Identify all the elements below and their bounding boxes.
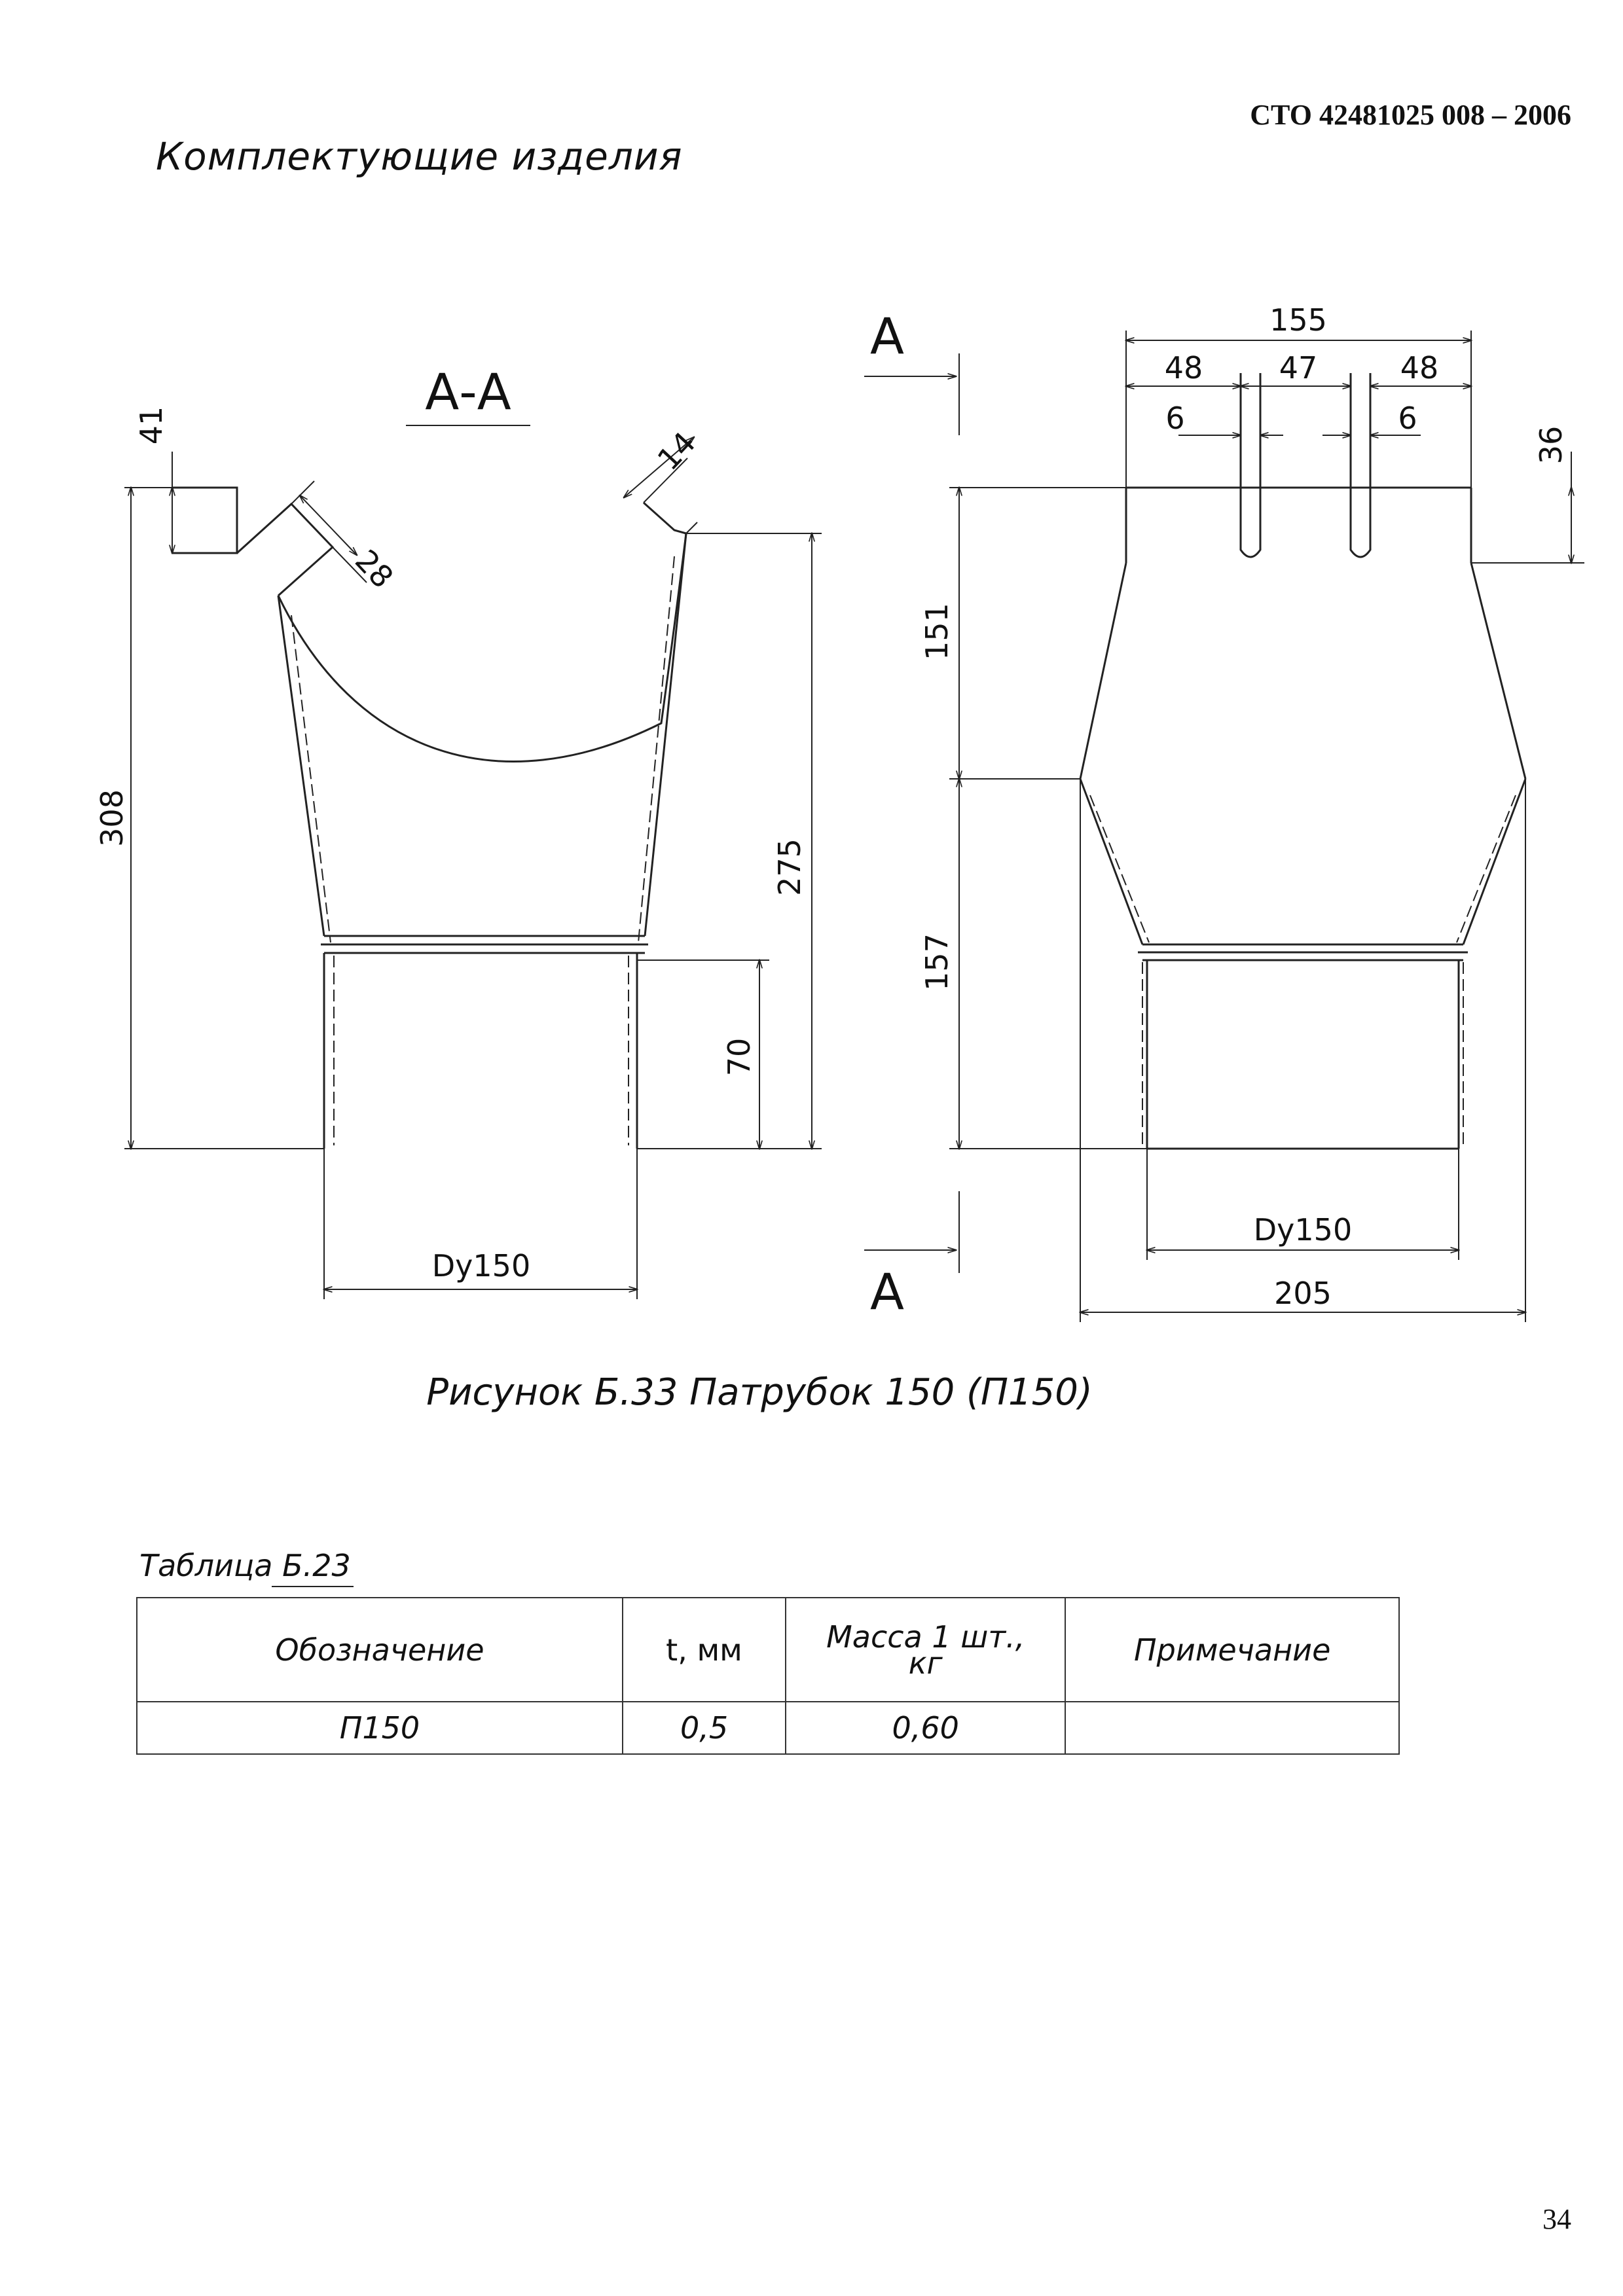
header-note: Примечание [1065,1598,1399,1702]
dim-48-left: 48 [1164,350,1203,386]
header-designation: Обозначение [137,1598,623,1702]
cell-designation: П150 [137,1702,623,1754]
table-title-underline [272,1586,354,1587]
document-code: СТО 42481025 008 – 2006 [1250,99,1571,131]
view-marker-top: А [870,307,904,365]
spec-table [136,1597,1400,1755]
dim-28: 28 [348,543,401,595]
section-label: А-А [425,363,511,421]
dim-6-left: 6 [1165,401,1185,436]
dim-41: 41 [134,406,169,445]
figure-caption: Рисунок Б.33 Патрубок 150 (П150) [426,1371,1093,1414]
section-view-labels [94,363,807,1283]
table-header-row [137,1598,1399,1702]
dim-205: 205 [1274,1276,1332,1311]
front-view [1080,373,1525,1149]
header-mass [786,1598,1065,1702]
table-title: Таблица Б.23 [139,1548,351,1583]
cell-note [1065,1702,1399,1754]
header-mass-line2: кг [908,1645,943,1681]
right-lip [644,503,686,533]
dim-dy150-left: Dy150 [431,1248,531,1283]
slot-right [1351,373,1370,557]
section-view-dimensions [124,425,822,1299]
dim-48-right: 48 [1400,350,1439,386]
dim-36: 36 [1533,425,1569,465]
section-view [172,488,686,1149]
header-thickness: t, мм [623,1598,786,1702]
view-marker-bottom: А [870,1263,904,1321]
table-row [137,1702,1399,1754]
cell-mass: 0,60 [786,1702,1065,1754]
left-wall [278,596,324,936]
slot-left [1241,373,1260,557]
dim-47: 47 [1279,350,1318,386]
dim-14: 14 [650,425,703,477]
dim-151: 151 [919,603,955,660]
saddle-curve [278,533,686,762]
dim-dy150-right: Dy150 [1253,1212,1353,1247]
dim-6-right: 6 [1398,401,1417,436]
dim-157: 157 [919,933,955,991]
left-lip [237,504,333,596]
front-view-labels [870,302,1569,1321]
dim-70: 70 [721,1037,757,1077]
section-title: Комплектующие изделия [156,134,683,179]
dim-275: 275 [772,838,807,896]
front-view-dimensions [864,331,1584,1322]
dim-155: 155 [1269,302,1327,338]
left-flange [172,488,237,553]
cell-thickness: 0,5 [623,1702,786,1754]
right-wall [645,533,686,936]
header-mass-line1: Масса 1 шт., [826,1619,1025,1655]
dim-308: 308 [94,789,130,847]
page-number: 34 [1542,2203,1571,2235]
